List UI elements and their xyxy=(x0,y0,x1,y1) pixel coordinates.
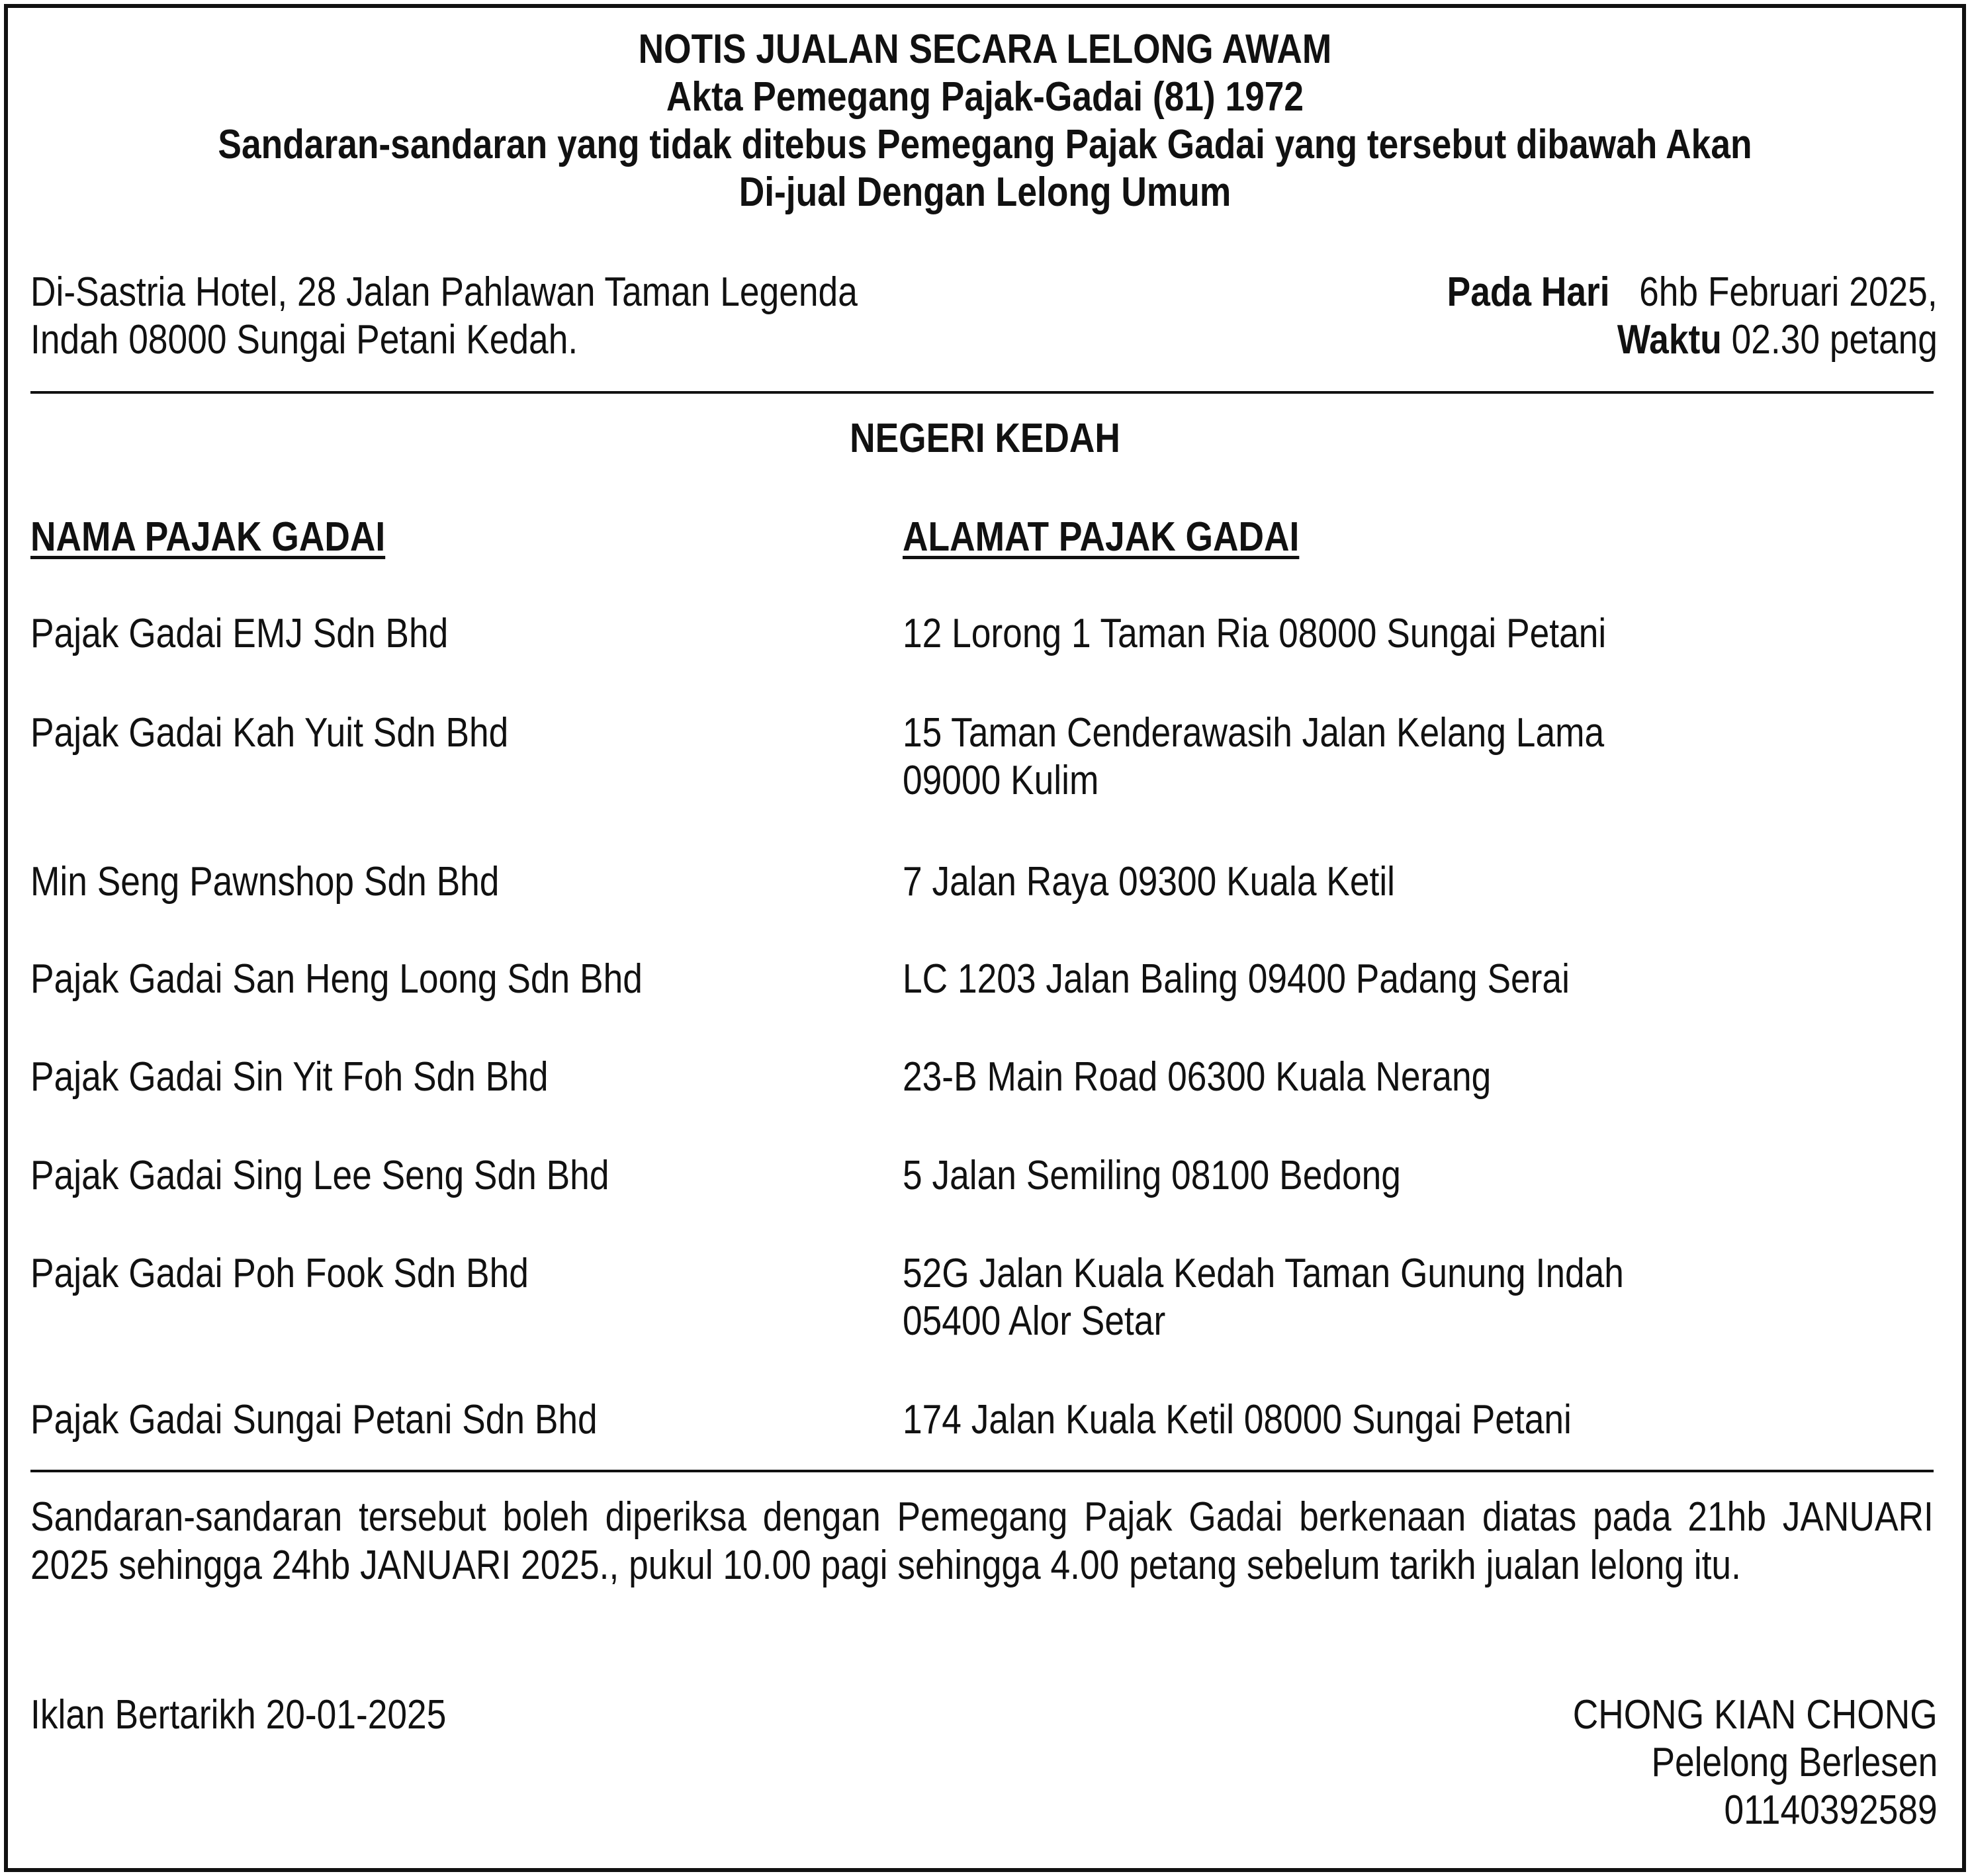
auction-time xyxy=(1617,316,1938,364)
venue-line1: Di-Sastria Hotel, 28 Jalan Pahlawan Taman Legenda xyxy=(30,269,858,315)
pawnshop-name: Pajak Gadai EMJ Sdn Bhd xyxy=(30,611,449,656)
pawnshop-address: 15 Taman Cenderawasih Jalan Kelang Lama xyxy=(903,710,1605,756)
address-column-header xyxy=(903,514,1299,561)
auctioneer-name: CHONG KIAN CHONG xyxy=(1572,1692,1938,1738)
pawnshop-name: Pajak Gadai Sungai Petani Sdn Bhd xyxy=(30,1397,598,1443)
pawnshop-name: Min Seng Pawnshop Sdn Bhd xyxy=(30,859,500,905)
act-reference: Akta Pemegang Pajak-Gadai (81) 1972 xyxy=(666,74,1304,120)
date-value: 6hb Februari 2025, xyxy=(1639,269,1938,315)
name-column-header xyxy=(30,514,385,561)
venue-line2: Indah 08000 Sungai Petani Kedah. xyxy=(30,317,578,363)
notice-title: NOTIS JUALAN SECARA LELONG AWAM xyxy=(638,26,1332,72)
notice-subtitle-line2: Di-jual Dengan Lelong Umum xyxy=(739,169,1231,215)
pawnshop-address: 12 Lorong 1 Taman Ria 08000 Sungai Petani xyxy=(903,611,1607,656)
name-column-header-text: NAMA PAJAK GADAI xyxy=(30,514,386,560)
auction-date xyxy=(1447,269,1938,316)
day-label: Pada Hari xyxy=(1447,269,1610,315)
notice-subtitle-line1: Sandaran-sandaran yang tidak ditebus Pemegang Pajak Gadai yang tersebut dibawah Akan xyxy=(218,122,1752,167)
pawnshop-address: 7 Jalan Raya 09300 Kuala Ketil xyxy=(903,859,1396,905)
pawnshop-name: Pajak Gadai Sing Lee Seng Sdn Bhd xyxy=(30,1153,609,1198)
address-column-header-text: ALAMAT PAJAK GADAI xyxy=(903,514,1300,560)
time-label: Waktu xyxy=(1617,317,1722,363)
auctioneer-title: Pelelong Berlesen xyxy=(1651,1740,1938,1785)
pawnshop-name: Pajak Gadai San Heng Loong Sdn Bhd xyxy=(30,956,643,1002)
divider-top xyxy=(30,391,1934,394)
pawnshop-name: Pajak Gadai Poh Fook Sdn Bhd xyxy=(30,1251,529,1296)
state-heading: NEGERI KEDAH xyxy=(850,416,1120,461)
pawnshop-address-line2: 09000 Kulim xyxy=(903,758,1099,803)
pawnshop-name: Pajak Gadai Kah Yuit Sdn Bhd xyxy=(30,710,509,756)
pawnshop-address-line2: 05400 Alor Setar xyxy=(903,1298,1166,1344)
ad-date: Iklan Bertarikh 20-01-2025 xyxy=(30,1692,447,1738)
inspection-note: Sandaran-sandaran tersebut boleh diperiksa dengan Pemegang Pajak Gadai berkenaan diatas pada 21hb JANUARI 2025 sehingga 24hb JANUARI 2025., pukul 10.00 pagi sehingga 4.00 petang sebelum tarikh jualan lelong itu. xyxy=(30,1494,1934,1588)
pawnshop-address: 174 Jalan Kuala Ketil 08000 Sungai Petani xyxy=(903,1397,1572,1443)
pawnshop-address: LC 1203 Jalan Baling 09400 Padang Serai xyxy=(903,956,1570,1002)
pawnshop-address: 23-B Main Road 06300 Kuala Nerang xyxy=(903,1054,1492,1100)
pawnshop-name: Pajak Gadai Sin Yit Foh Sdn Bhd xyxy=(30,1054,549,1100)
time-value: 02.30 petang xyxy=(1731,317,1938,363)
auctioneer-phone: 01140392589 xyxy=(1724,1787,1938,1833)
pawnshop-address: 52G Jalan Kuala Kedah Taman Gunung Indah xyxy=(903,1251,1624,1296)
pawnshop-address: 5 Jalan Semiling 08100 Bedong xyxy=(903,1153,1401,1198)
divider-bottom xyxy=(30,1470,1934,1472)
